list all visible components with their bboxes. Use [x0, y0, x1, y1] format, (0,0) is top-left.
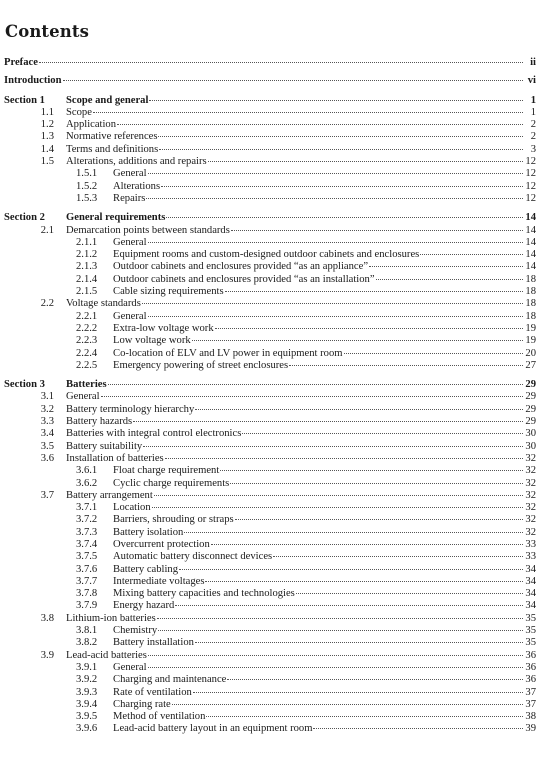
- toc-entry-page-number: 18: [525, 286, 536, 298]
- toc-entry[interactable]: [4, 323, 536, 335]
- toc-entry[interactable]: [4, 576, 536, 588]
- toc-entry-title: General: [113, 236, 147, 248]
- toc-entry-page-number: 33: [525, 551, 536, 563]
- toc-entry-number: 3.9: [40, 649, 54, 661]
- dot-leader: [148, 666, 523, 668]
- dot-leader: [235, 518, 523, 520]
- toc-entry-page-number: 29: [525, 416, 536, 428]
- toc-entry-page-number: 34: [525, 563, 536, 575]
- toc-entry[interactable]: [4, 539, 536, 551]
- toc-entry[interactable]: [4, 298, 536, 310]
- toc-entry-number: 3.7.5: [76, 551, 98, 563]
- toc-entry-title: Installation of batteries: [66, 452, 164, 464]
- toc-entry-number: 1.2: [40, 119, 54, 131]
- dot-leader: [193, 691, 523, 693]
- toc-entry-number: Section 2: [4, 212, 45, 224]
- toc-entry-title: General: [113, 310, 147, 322]
- toc-entry-page-number: 2: [530, 131, 536, 143]
- toc-entry-title: Scope and general: [66, 94, 149, 106]
- toc-entry-page-number: 30: [525, 440, 536, 452]
- section-gap: [4, 372, 536, 379]
- dot-leader: [152, 506, 523, 508]
- toc-entry-number: 3.9.5: [76, 711, 98, 723]
- toc-entry[interactable]: [4, 687, 536, 699]
- toc-entry-number: 3.9.3: [76, 686, 98, 698]
- toc-entry-page-number: 14: [525, 261, 536, 273]
- toc-entry[interactable]: [4, 335, 536, 347]
- toc-entry-title: Extra-low voltage work: [113, 322, 214, 334]
- toc-entry-title: Co-location of ELV and LV power in equipment room: [113, 347, 343, 359]
- toc-entry-title: Normative references: [66, 131, 158, 143]
- dot-leader: [184, 531, 523, 533]
- toc-entry-title: Battery installation: [113, 637, 194, 649]
- toc-entry-page-number: 35: [525, 612, 536, 624]
- toc-entry-title: Energy hazard: [113, 600, 175, 612]
- toc-entry-title: Equipment rooms and custom-designed outdoor cabinets and enclosures: [113, 249, 420, 261]
- dot-leader: [225, 290, 523, 292]
- toc-entry[interactable]: [4, 75, 536, 87]
- toc-entry-page-number: 36: [525, 674, 536, 686]
- toc-entry-page-number: 35: [525, 625, 536, 637]
- toc-entry-title: General: [113, 661, 147, 673]
- toc-section-entry[interactable]: [4, 212, 536, 224]
- dot-leader: [206, 715, 523, 717]
- toc-entry-number: 2.2.1: [76, 310, 98, 322]
- dot-leader: [208, 160, 523, 162]
- toc-entry-title: Lithium-ion batteries: [66, 612, 156, 624]
- toc-entry-title: Introduction: [4, 75, 62, 87]
- toc-entry[interactable]: [4, 360, 536, 372]
- toc-entry-number: 3.6.1: [76, 465, 98, 477]
- toc-entry[interactable]: [4, 181, 536, 193]
- toc-entry[interactable]: [4, 237, 536, 249]
- dot-leader: [175, 604, 523, 606]
- toc-entry[interactable]: [4, 478, 536, 490]
- toc-entry[interactable]: [4, 637, 536, 649]
- toc-entry-page-number: 29: [525, 379, 536, 391]
- toc-entry-number: 3.6: [40, 452, 54, 464]
- toc-entry-page-number: ii: [530, 57, 536, 68]
- dot-leader: [215, 327, 523, 329]
- section-gap: [4, 205, 536, 212]
- toc-entry[interactable]: [4, 650, 536, 662]
- toc-entry-title: Outdoor cabinets and enclosures provided “as an appliance”: [113, 261, 369, 273]
- toc-entry[interactable]: [4, 674, 536, 686]
- toc-entry[interactable]: [4, 311, 536, 323]
- dot-leader: [39, 61, 523, 63]
- dot-leader: [158, 629, 523, 631]
- toc-entry[interactable]: [4, 249, 536, 261]
- page-title: Contents: [5, 22, 89, 41]
- dot-leader: [205, 580, 523, 582]
- toc-entry-title: Method of ventilation: [113, 711, 206, 723]
- toc-entry-page-number: 1: [530, 94, 536, 106]
- toc-entry-number: 2.1.2: [76, 249, 98, 261]
- toc-entry-page-number: 38: [525, 711, 536, 723]
- toc-entry-title: Lead-acid batteries: [66, 649, 147, 661]
- toc-entry[interactable]: [4, 600, 536, 612]
- dot-leader: [165, 457, 523, 459]
- toc-entry-number: 1.5.3: [76, 192, 98, 204]
- toc-entry[interactable]: [4, 348, 536, 360]
- toc-entry-number: 3.7.2: [76, 514, 98, 526]
- toc-entry-page-number: 34: [525, 575, 536, 587]
- dot-leader: [148, 172, 523, 174]
- toc-entry-title: Application: [66, 119, 117, 131]
- toc-entry-number: 3.9.2: [76, 674, 98, 686]
- toc-entry-page-number: 32: [525, 465, 536, 477]
- toc-entry[interactable]: [4, 416, 536, 428]
- toc-entry[interactable]: [4, 261, 536, 273]
- toc-entry-number: 3.5: [40, 440, 54, 452]
- toc-entry-title: Battery hazards: [66, 416, 133, 428]
- section-gap: [4, 88, 536, 95]
- dot-leader: [148, 315, 523, 317]
- toc-entry-page-number: 12: [525, 168, 536, 180]
- toc-entry[interactable]: [4, 131, 536, 143]
- toc-section-entry[interactable]: [4, 95, 536, 107]
- toc-entry[interactable]: [4, 502, 536, 514]
- dot-leader: [148, 241, 523, 243]
- dot-leader: [159, 148, 523, 150]
- toc-entry[interactable]: [4, 119, 536, 131]
- dot-leader: [101, 395, 523, 397]
- toc-entry[interactable]: [4, 465, 536, 477]
- toc-entry-page-number: 18: [525, 310, 536, 322]
- toc-entry[interactable]: [4, 453, 536, 465]
- dot-leader: [369, 265, 523, 267]
- dot-leader: [133, 420, 523, 422]
- toc-entry[interactable]: [4, 391, 536, 403]
- toc-entry-number: Section 3: [4, 379, 45, 391]
- toc-entry-title: Repairs: [113, 192, 146, 204]
- toc-entry[interactable]: [4, 490, 536, 502]
- toc-entry-page-number: 34: [525, 588, 536, 600]
- dot-leader: [211, 543, 523, 545]
- toc-entry-number: 2.1.1: [76, 236, 98, 248]
- toc-entry[interactable]: [4, 168, 536, 180]
- toc-entry[interactable]: [4, 274, 536, 286]
- toc-entry-page-number: 32: [525, 514, 536, 526]
- dot-leader: [154, 494, 523, 496]
- toc-entry[interactable]: [4, 57, 536, 69]
- toc-entry-number: 3.7: [40, 489, 54, 501]
- toc-entry-number: Section 1: [4, 94, 45, 106]
- toc-entry-page-number: 32: [525, 452, 536, 464]
- dot-leader: [230, 482, 523, 484]
- toc-entry-title: Preface: [4, 57, 38, 68]
- toc-entry[interactable]: [4, 551, 536, 563]
- toc-entry-number: 3.7.1: [76, 502, 98, 514]
- toc-entry-page-number: 12: [525, 180, 536, 192]
- toc-entry-page-number: 37: [525, 698, 536, 710]
- toc-entry-page-number: 29: [525, 403, 536, 415]
- toc-entry-title: Chemistry: [113, 625, 158, 637]
- toc-entry[interactable]: [4, 107, 536, 119]
- dot-leader: [142, 302, 523, 304]
- toc-entry-number: 3.9.4: [76, 698, 98, 710]
- dot-leader: [108, 383, 523, 385]
- dot-leader: [148, 654, 523, 656]
- toc-entry[interactable]: [4, 514, 536, 526]
- toc-entry-page-number: 1: [530, 106, 536, 118]
- dot-leader: [227, 678, 523, 680]
- toc-entry[interactable]: [4, 193, 536, 205]
- toc-entry-number: 1.5.2: [76, 180, 98, 192]
- toc-entry-number: 1.1: [40, 106, 54, 118]
- toc-entry[interactable]: [4, 711, 536, 723]
- toc-entry-page-number: 14: [525, 249, 536, 261]
- toc-entry-number: 1.5.1: [76, 168, 98, 180]
- toc-entry-number: 2.2.4: [76, 347, 98, 359]
- toc-entry-number: 3.7.4: [76, 538, 98, 550]
- toc-entry-number: 3.8: [40, 612, 54, 624]
- dot-leader: [242, 432, 523, 434]
- toc-entry-title: Demarcation points between standards: [66, 224, 230, 236]
- toc-entry-number: 3.3: [40, 416, 54, 428]
- toc-entry-number: 3.9.1: [76, 661, 98, 673]
- toc-entry-title: Intermediate voltages: [113, 575, 205, 587]
- toc-entry-title: Lead-acid battery layout in an equipment room: [113, 723, 313, 735]
- toc-entry-title: Battery arrangement: [66, 489, 153, 501]
- toc-entry-title: Barriers, shrouding or straps: [113, 514, 234, 526]
- toc-entry-title: Location: [113, 502, 151, 514]
- toc-entry-title: Charging and maintenance: [113, 674, 227, 686]
- toc-entry-page-number: 18: [525, 273, 536, 285]
- toc-entry-number: 1.3: [40, 131, 54, 143]
- dot-leader: [195, 641, 523, 643]
- toc-entry-title: Alterations, additions and repairs: [66, 156, 207, 168]
- toc-entry[interactable]: [4, 441, 536, 453]
- toc-entry[interactable]: [4, 404, 536, 416]
- toc-entry-title: Alterations: [113, 180, 161, 192]
- dot-leader: [172, 703, 523, 705]
- toc-entry-number: 2.1.4: [76, 273, 98, 285]
- toc-entry-page-number: 14: [525, 224, 536, 236]
- toc-entry-title: Batteries with integral control electronics: [66, 428, 242, 440]
- toc-entry[interactable]: [4, 613, 536, 625]
- dot-leader: [231, 229, 523, 231]
- toc-entry-page-number: 14: [525, 236, 536, 248]
- toc-entry-title: Automatic battery disconnect devices: [113, 551, 273, 563]
- toc-entry[interactable]: [4, 144, 536, 156]
- toc-entry-number: 1.4: [40, 143, 54, 155]
- toc-entry-page-number: 18: [525, 298, 536, 310]
- dot-leader: [376, 278, 523, 280]
- toc-entry[interactable]: [4, 286, 536, 298]
- toc-entry-title: Scope: [66, 106, 92, 118]
- dot-leader: [420, 253, 523, 255]
- toc-entry-number: 3.8.1: [76, 625, 98, 637]
- toc-entry[interactable]: [4, 699, 536, 711]
- toc-entry-page-number: vi: [527, 75, 536, 87]
- toc-entry-title: Battery cabling: [113, 563, 179, 575]
- toc-entry-title: Terms and definitions: [66, 143, 159, 155]
- toc-entry-title: Overcurrent protection: [113, 538, 210, 550]
- toc-entry[interactable]: [4, 588, 536, 600]
- toc-entry-number: 2.2.3: [76, 335, 98, 347]
- toc-entry[interactable]: [4, 428, 536, 440]
- toc-entry[interactable]: [4, 723, 536, 735]
- toc-entry-page-number: 37: [525, 686, 536, 698]
- dot-leader: [146, 197, 523, 199]
- dot-leader: [166, 216, 523, 218]
- toc-section-entry[interactable]: [4, 379, 536, 391]
- toc-entry-number: 2.1.3: [76, 261, 98, 273]
- toc-entry-number: 1.5: [40, 156, 54, 168]
- dot-leader: [117, 123, 523, 125]
- toc-entry-number: 2.1: [40, 224, 54, 236]
- toc-entry-title: General requirements: [66, 212, 166, 224]
- dot-leader: [344, 352, 523, 354]
- toc-entry-title: Battery suitability: [66, 440, 143, 452]
- toc-entry[interactable]: [4, 527, 536, 539]
- toc-entry-number: 3.4: [40, 428, 54, 440]
- dot-leader: [179, 568, 523, 570]
- toc-entry-page-number: 12: [525, 156, 536, 168]
- toc-entry-page-number: 20: [525, 347, 536, 359]
- toc-entry-title: Float charge requirement: [113, 465, 220, 477]
- dot-leader: [273, 555, 523, 557]
- toc-entry-number: 3.9.6: [76, 723, 98, 735]
- toc-entry-page-number: 19: [525, 335, 536, 347]
- toc-entry-page-number: 3: [530, 143, 536, 155]
- toc-entry-page-number: 29: [525, 391, 536, 403]
- dot-leader: [93, 111, 523, 113]
- toc-entry-page-number: 27: [525, 359, 536, 371]
- toc-entry-title: Low voltage work: [113, 335, 191, 347]
- dot-leader: [143, 445, 523, 447]
- toc-entry-title: Emergency powering of street enclosures: [113, 359, 289, 371]
- dot-leader: [158, 135, 523, 137]
- table-of-contents: [4, 57, 536, 736]
- dot-leader: [296, 592, 523, 594]
- toc-entry-number: 2.2.2: [76, 322, 98, 334]
- dot-leader: [289, 364, 523, 366]
- toc-entry-number: 3.7.3: [76, 526, 98, 538]
- toc-entry[interactable]: [4, 625, 536, 637]
- toc-entry-number: 2.2.5: [76, 359, 98, 371]
- dot-leader: [220, 469, 523, 471]
- toc-entry-page-number: 33: [525, 538, 536, 550]
- toc-entry-page-number: 32: [525, 489, 536, 501]
- toc-entry-number: 3.1: [40, 391, 54, 403]
- toc-entry-number: 3.7.6: [76, 563, 98, 575]
- toc-entry[interactable]: [4, 225, 536, 237]
- toc-entry-title: General: [66, 391, 100, 403]
- toc-entry-number: 3.8.2: [76, 637, 98, 649]
- toc-entry-title: Mixing battery capacities and technologies: [113, 588, 295, 600]
- dot-leader: [149, 99, 523, 101]
- dot-leader: [192, 339, 523, 341]
- toc-entry-page-number: 39: [525, 723, 536, 735]
- toc-entry-page-number: 19: [525, 322, 536, 334]
- toc-entry-title: General: [113, 168, 147, 180]
- toc-entry-number: 2.1.5: [76, 286, 98, 298]
- toc-entry[interactable]: [4, 564, 536, 576]
- toc-entry-page-number: 36: [525, 661, 536, 673]
- toc-entry-number: 3.6.2: [76, 477, 98, 489]
- dot-leader: [157, 617, 523, 619]
- dot-leader: [63, 79, 524, 81]
- toc-entry-title: Voltage standards: [66, 298, 141, 310]
- toc-entry-page-number: 14: [525, 212, 536, 224]
- toc-entry-title: Outdoor cabinets and enclosures provided “as an installation”: [113, 273, 375, 285]
- toc-entry-number: 3.7.8: [76, 588, 98, 600]
- toc-entry-page-number: 35: [525, 637, 536, 649]
- toc-entry-title: Charging rate: [113, 698, 171, 710]
- toc-entry-title: Batteries: [66, 379, 107, 391]
- toc-entry-page-number: 32: [525, 477, 536, 489]
- dot-leader: [161, 185, 523, 187]
- toc-entry-number: 3.2: [40, 403, 54, 415]
- toc-entry-title: Cyclic charge requirements: [113, 477, 230, 489]
- toc-entry-number: 3.7.9: [76, 600, 98, 612]
- toc-entry-page-number: 36: [525, 649, 536, 661]
- toc-entry[interactable]: [4, 662, 536, 674]
- toc-entry-number: 3.7.7: [76, 575, 98, 587]
- toc-entry-page-number: 12: [525, 192, 536, 204]
- toc-entry-page-number: 34: [525, 600, 536, 612]
- toc-entry-page-number: 30: [525, 428, 536, 440]
- toc-entry-page-number: 32: [525, 526, 536, 538]
- toc-entry-title: Battery terminology hierarchy: [66, 403, 195, 415]
- toc-entry-title: Cable sizing requirements: [113, 286, 224, 298]
- toc-entry-title: Battery isolation: [113, 526, 184, 538]
- dot-leader: [195, 408, 523, 410]
- toc-entry[interactable]: [4, 156, 536, 168]
- dot-leader: [313, 727, 523, 729]
- toc-entry-page-number: 32: [525, 502, 536, 514]
- toc-entry-page-number: 2: [530, 119, 536, 131]
- toc-entry-number: 2.2: [40, 298, 54, 310]
- toc-entry-title: Rate of ventilation: [113, 686, 192, 698]
